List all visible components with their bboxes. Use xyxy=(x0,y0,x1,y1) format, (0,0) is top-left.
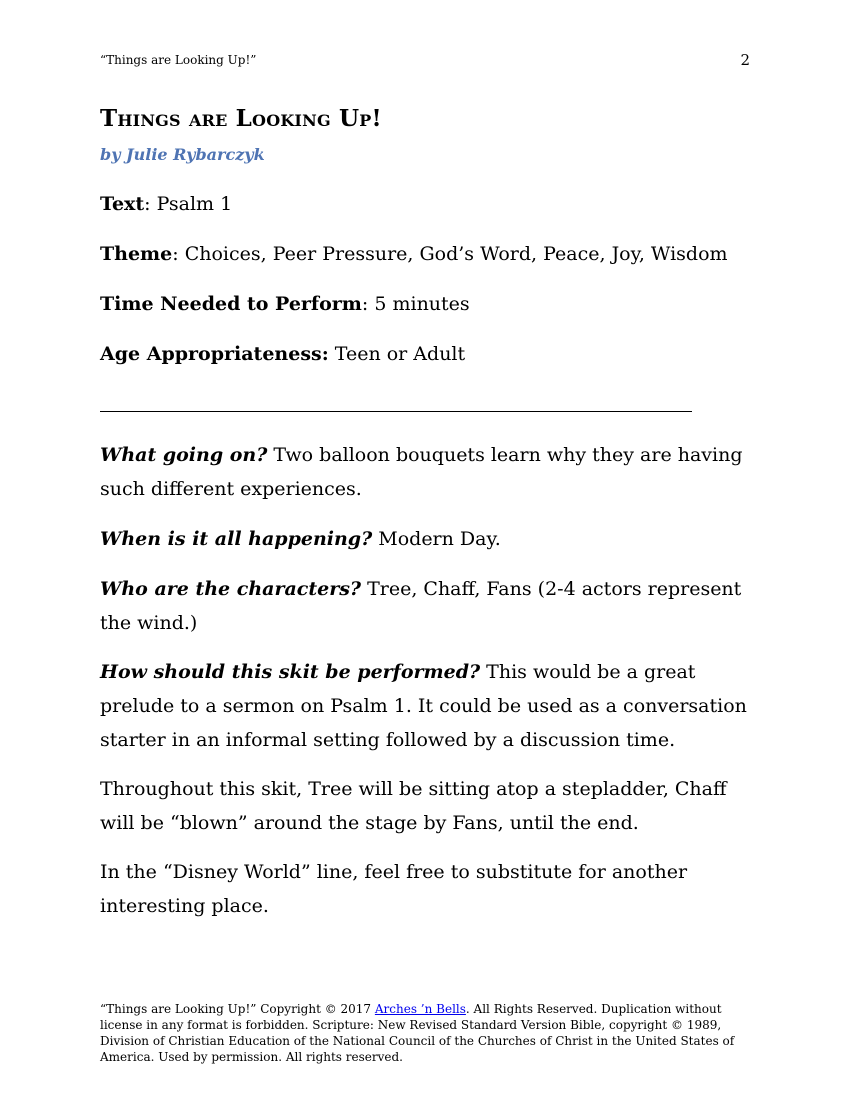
meta-time-needed xyxy=(100,292,470,316)
section-what xyxy=(100,438,760,506)
section-answer: Two balloon bouquets learn why they are having such different experiences. xyxy=(100,444,743,500)
meta-text xyxy=(100,192,232,216)
section-divider xyxy=(100,411,692,412)
meta-label: Age Appropriateness: xyxy=(100,343,329,365)
publisher-link[interactable]: Arches ’n Bells xyxy=(374,1002,466,1016)
meta-separator: : xyxy=(172,243,185,265)
section-question: How should this skit be performed? xyxy=(100,661,481,683)
running-header: “Things are Looking Up!” xyxy=(100,53,257,67)
footer-text: . All Rights Reserved. Duplication without license in any format is forbidden. Scripture: New Revised Standard Version Bible, copyright © 1989, Division of Christian Education of the National Council of the Churches of Christ in the United States of America. Used by permission. All rights reserved. xyxy=(100,1002,735,1064)
section-answer: Tree, Chaff, Fans (2-4 actors represent the wind.) xyxy=(100,578,742,634)
meta-label: Time Needed to Perform xyxy=(100,293,362,315)
meta-separator: : xyxy=(144,193,157,215)
author-byline: by Julie Rybarczyk xyxy=(100,145,265,164)
meta-theme xyxy=(100,242,728,266)
meta-label: Text xyxy=(100,193,145,215)
meta-value: Choices, Peer Pressure, God’s Word, Peace, Joy, Wisdom xyxy=(184,243,728,265)
section-question: What going on? xyxy=(100,444,268,466)
copyright-footer xyxy=(100,1001,760,1065)
note-paragraph: Throughout this skit, Tree will be sitting atop a stepladder, Chaff will be “blown” around the stage by Fans, until the end. xyxy=(100,778,727,834)
meta-age xyxy=(100,342,465,366)
section-answer: This would be a great prelude to a sermon on Psalm 1. It could be used as a conversation starter in an informal setting followed by a discussion time. xyxy=(100,661,747,751)
meta-value: Psalm 1 xyxy=(156,193,233,215)
meta-value: Teen or Adult xyxy=(334,343,466,365)
meta-separator: : xyxy=(361,293,375,315)
page-number: 2 xyxy=(740,51,750,69)
section-answer: Modern Day. xyxy=(372,528,501,550)
section-question: When is it all happening? xyxy=(100,528,373,550)
section-how xyxy=(100,655,760,757)
section-question: Who are the characters? xyxy=(100,578,362,600)
note-paragraph: In the “Disney World” line, feel free to substitute for another interesting place. xyxy=(100,861,688,917)
footer-text: “Things are Looking Up!” Copyright © 2017 xyxy=(100,1002,375,1016)
section-who xyxy=(100,572,760,640)
section-when xyxy=(100,522,760,556)
meta-label: Theme xyxy=(100,243,173,265)
meta-value: 5 minutes xyxy=(374,293,470,315)
document-title: Things are Looking Up! xyxy=(100,105,382,132)
